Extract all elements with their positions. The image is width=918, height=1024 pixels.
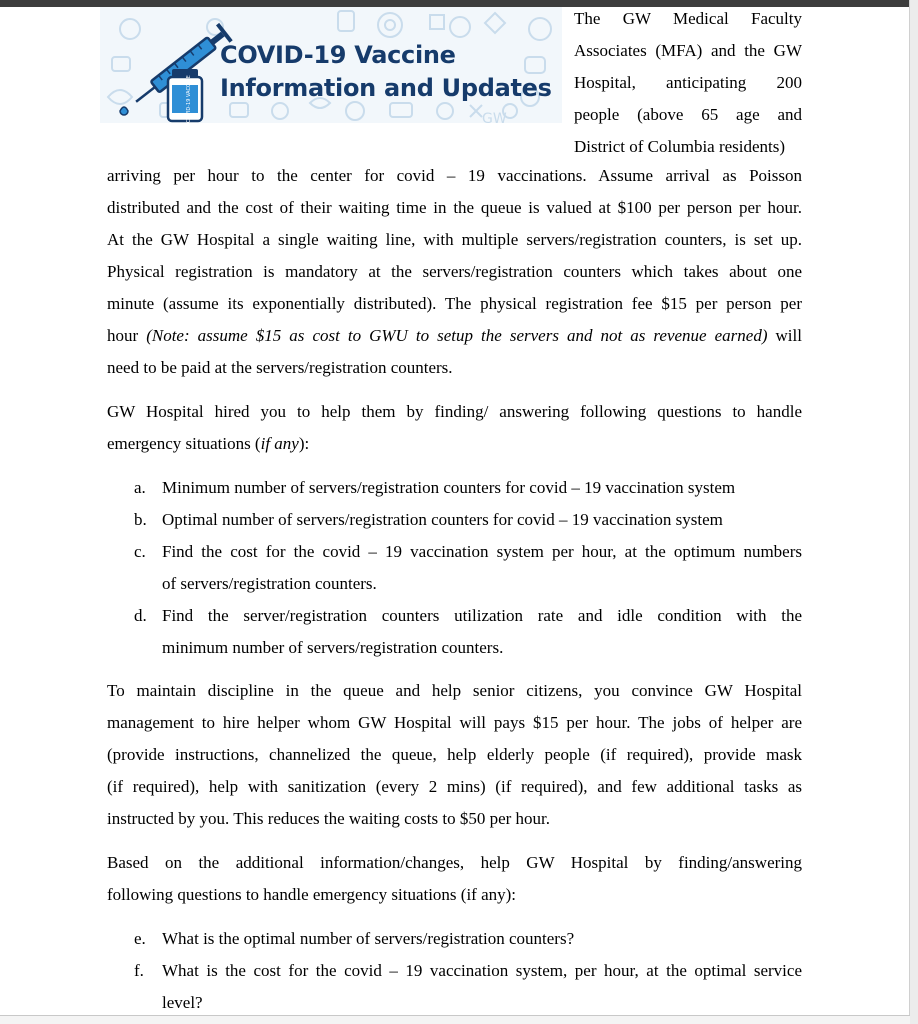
text-line: emergency situations (if any):: [107, 434, 310, 453]
text-line: hour (Note: assume $15 as cost to GWU to setup the servers and not as revenue earned) will: [107, 326, 802, 345]
text-line: Based on the additional information/changes, help GW Hospital by finding/answering: [107, 853, 802, 872]
text-line: minute (assume its exponentially distributed). The physical registration fee $15 per person per: [107, 294, 802, 313]
list-marker: e.: [134, 929, 146, 948]
text-line: Physical registration is mandatory at the servers/registration counters which takes about one: [107, 262, 802, 281]
drop-icon: [120, 107, 128, 115]
list-marker: d.: [134, 606, 147, 625]
gw-watermark: GW: [482, 111, 507, 123]
intro-line: Hospital, anticipating 200: [574, 73, 802, 92]
list-item: [107, 955, 802, 1019]
intro-line: people (above 65 age and: [574, 105, 802, 124]
list-item: [107, 472, 802, 504]
paragraph-scenario: [107, 160, 802, 384]
intro-line: District of Columbia residents): [574, 137, 786, 156]
text-line: following questions to handle emergency situations (if any):: [107, 885, 517, 904]
text-line: distributed and the cost of their waiting time in the queue is valued at $100 per person per hour.: [107, 198, 802, 217]
list-item: [107, 923, 802, 955]
intro-line: Associates (MFA) and the GW: [574, 41, 802, 60]
question-text: Find the server/registration counters utilization rate and idle condition with the: [162, 606, 802, 625]
note-text: (Note: assume $15 as cost to GWU to setup the servers and not as revenue earned): [146, 326, 768, 345]
banner-title: [220, 39, 552, 105]
question-text: Optimal number of servers/registration counters for covid – 19 vaccination system: [162, 510, 723, 529]
list-marker: b.: [134, 510, 147, 529]
question-text: What is the cost for the covid – 19 vaccination system, per hour, at the optimal service: [162, 961, 802, 980]
list-marker: a.: [134, 478, 146, 497]
text-line: (if required), help with sanitization (every 2 mins) (if required), and few additional tasks as: [107, 777, 802, 796]
question-text: Minimum number of servers/registration counters for covid – 19 vaccination system: [162, 478, 736, 497]
list-item: [107, 600, 802, 664]
list-item: [107, 536, 802, 600]
list-marker: f.: [134, 961, 144, 980]
covid-vaccine-banner: [100, 7, 562, 123]
question-text: of servers/registration counters.: [162, 574, 377, 593]
question-text: minimum number of servers/registration counters.: [162, 638, 504, 657]
question-list-2: [107, 923, 802, 1019]
question-text: What is the optimal number of servers/registration counters?: [162, 929, 575, 948]
text-line: GW Hospital hired you to help them by finding/ answering following questions to handle: [107, 402, 802, 421]
list-item: [107, 504, 802, 536]
text-line: (provide instructions, channelized the queue, help elderly people (if required), provide mask: [107, 745, 802, 764]
text-line: instructed by you. This reduces the waiting costs to $50 per hour.: [107, 809, 551, 828]
banner-title-line-1: COVID-19 Vaccine: [220, 41, 456, 69]
question-list-1: [107, 472, 802, 664]
text-line: To maintain discipline in the queue and help senior citizens, you convince GW Hospital: [107, 681, 802, 700]
list-marker: c.: [134, 542, 146, 561]
vaccine-vial-icon: [168, 69, 202, 121]
text-line: management to hire helper whom GW Hospital will pays $15 per hour. The jobs of helper are: [107, 713, 802, 732]
intro-line: The GW Medical Faculty: [574, 9, 802, 28]
text-line: arriving per hour to the center for covid – 19 vaccinations. Assume arrival as Poisson: [107, 166, 802, 185]
paragraph-followup: [107, 847, 802, 911]
paragraph-task: [107, 396, 802, 460]
vial-label: COVID-19 VACCINE: [186, 75, 192, 123]
question-text: level?: [162, 993, 203, 1012]
intro-side-text: [574, 3, 802, 163]
text-line: need to be paid at the servers/registration counters.: [107, 358, 453, 377]
question-text: Find the cost for the covid – 19 vaccination system per hour, at the optimum numbers: [162, 542, 802, 561]
next-page-edge: [0, 1016, 910, 1024]
paragraph-helper: [107, 675, 802, 835]
scrollbar-track[interactable]: [909, 0, 918, 1024]
banner-title-line-2: Information and Updates: [220, 74, 552, 102]
text-line: At the GW Hospital a single waiting line, with multiple servers/registration counters, is set up.: [107, 230, 802, 249]
